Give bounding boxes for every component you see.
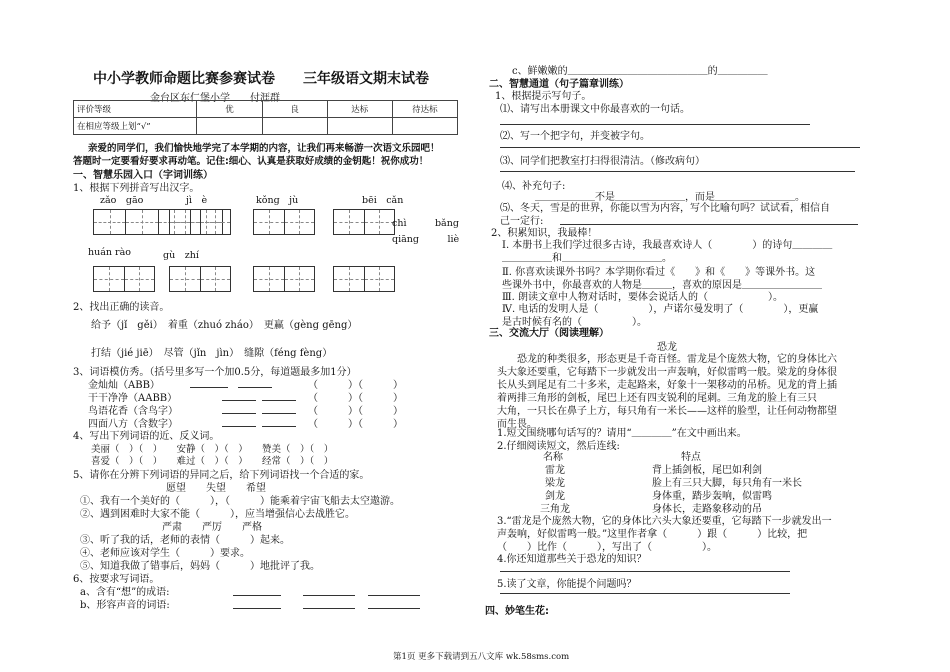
pinyin: kǒng jù bbox=[256, 195, 299, 206]
answer-parens[interactable]: （ ）（ ） bbox=[308, 380, 403, 391]
grade-cell: 待达标 bbox=[392, 101, 457, 118]
word-choices: 严肃 严厉 严格 bbox=[162, 522, 262, 533]
sub-question: ⑷、补充句子: bbox=[502, 181, 566, 192]
fill-sentence: ④、老师应该对学生（ ）要求。 bbox=[80, 548, 250, 559]
fill-sentence: ③、听了我的话，老师的表情（ ）起来。 bbox=[80, 535, 290, 546]
fill-sentence: ⑤、知道我做了错事后，妈妈（ ）地批评了我。 bbox=[80, 561, 320, 572]
match-trait[interactable]: 身体长，走路象移动的吊 bbox=[652, 504, 762, 515]
question: 1、根据下列拼音写出汉字。 bbox=[73, 183, 200, 194]
grade-cell: 良 bbox=[262, 101, 327, 118]
match-header: 特点 bbox=[681, 452, 701, 463]
grade-cell: 优 bbox=[197, 101, 262, 118]
answer-parens[interactable]: （ ）（ ） bbox=[308, 419, 403, 430]
fill-sentence: c、鲜嫩嫩的＿＿＿＿＿＿＿＿＿＿＿＿＿＿的＿＿＿＿＿ bbox=[512, 66, 768, 77]
reading-question: 3.“雷龙是个庞然大物，它的身体比六头大象还要重，它每踏下一步就发出一 bbox=[497, 516, 832, 527]
knowledge-item: Ⅲ. 朗读文章中人物对话时，要体会说话人的（ ）。 bbox=[502, 292, 784, 303]
sub-question: 己一定行: bbox=[500, 216, 544, 227]
knowledge-item: Ⅳ. 电话的发明人是（ ），卢诺尔曼发明了（ ），更赢 bbox=[502, 304, 819, 315]
word-choices: 愿望 失望 希望 bbox=[166, 483, 266, 494]
reading-question: （ ）比作（ ），写出了（ ）。 bbox=[497, 542, 717, 553]
pronunciation-line: 给予（jǐ gěi） 着重（zhuó zháo） 更赢（gèng gēng） bbox=[91, 320, 358, 331]
pinyin: gù zhí bbox=[163, 250, 199, 261]
reading-paragraph: 而生畏。 bbox=[497, 419, 537, 430]
question: 2、找出正确的读音。 bbox=[73, 302, 170, 313]
reading-question: 2.仔细阅读短文，然后连线: bbox=[497, 441, 620, 452]
answer-parens[interactable]: （ ）（ ） bbox=[308, 406, 403, 417]
writing-grid[interactable] bbox=[333, 266, 395, 292]
reading-question: 5.读了文章，你能提个问题吗？ bbox=[497, 579, 637, 590]
intro-line: 答题时一定要看好要求再动笔。记住:细心、认真是获取好成绩的金钥匙！祝你成功！ bbox=[73, 156, 429, 167]
pinyin: qiāng liè bbox=[392, 234, 460, 245]
exercise-item: 鸟语花香（含鸟字） bbox=[88, 406, 178, 417]
reading-question: 4.你还知道那些关于恐龙的知识？ bbox=[497, 554, 647, 565]
match-header: 名称 bbox=[543, 452, 563, 463]
antonym-line: 喜爱（ ）（ ） 难过（ ）（ ） 经常（ ）（ ） bbox=[91, 456, 334, 467]
reading-paragraph: 长从头到尾足有二十多米，走起路来，好象十一架移动的吊桥。见龙的背上插 bbox=[497, 380, 837, 391]
grade-cell: 在相应等级上划“√” bbox=[74, 118, 197, 135]
writing-grid[interactable] bbox=[93, 266, 155, 292]
fill-sentence: ①、我有一个美好的（ ），（ ）能乘着宇宙飞船去太空遨游。 bbox=[80, 496, 400, 507]
match-trait[interactable]: 身体重，踏步轰响，似雷鸣 bbox=[652, 491, 772, 502]
pinyin: huán rào bbox=[88, 247, 131, 258]
grade-cell[interactable] bbox=[392, 118, 457, 135]
knowledge-item: Ⅱ. 你喜欢读课外书吗？本学期你看过《 》和《 》等课外书。这 bbox=[502, 267, 816, 278]
knowledge-item: ＿＿＿＿＿和＿＿＿＿＿＿＿＿＿＿。 bbox=[502, 253, 672, 264]
knowledge-item: 些课外书中，你最喜欢的人物是＿＿＿，喜欢的原因是＿＿＿＿＿＿＿＿ bbox=[502, 280, 822, 291]
match-name[interactable]: 剑龙 bbox=[545, 491, 565, 502]
pinyin: chì bǎng bbox=[392, 218, 459, 229]
writing-grid[interactable] bbox=[253, 266, 315, 292]
match-trait[interactable]: 背上插剑板，尾巴如利剑 bbox=[652, 465, 762, 476]
antonym-line: 美丽（ ）（ ） 安静（ ）（ ） 赞美（ ）（ ） bbox=[91, 444, 334, 455]
writing-grid[interactable] bbox=[253, 209, 315, 235]
grade-cell[interactable] bbox=[197, 118, 262, 135]
question: 4、写出下列词语的近、反义词。 bbox=[73, 431, 220, 442]
question: 6、按要求写词语。 bbox=[73, 574, 160, 585]
fill-sentence: a、含有“想”的成语: bbox=[80, 587, 170, 598]
writing-grid[interactable] bbox=[169, 266, 231, 292]
knowledge-item: 是古时候有名的（ ）。 bbox=[502, 317, 647, 328]
question: 5、请你在分辨下列词语的异同之后，给下列词语找一个合适的家。 bbox=[73, 470, 370, 481]
reading-paragraph: 恐龙的种类很多，形态更是千奇百怪。雷龙是个庞然大物，它的身体比六 bbox=[517, 354, 837, 365]
question: 1、根据提示写句子。 bbox=[495, 91, 592, 102]
exercise-item: 金灿灿（ABB） bbox=[88, 380, 160, 391]
pronunciation-line: 打结（jié jiē） 尽管（jǐn jìn） 缝隙（féng fèng） bbox=[91, 348, 333, 359]
grade-cell: 评价等级 bbox=[74, 101, 197, 118]
exercise-item: 干干净净（AABB） bbox=[88, 393, 178, 404]
sub-question: ⑵、写一个把字句，并变被字句。 bbox=[500, 131, 650, 142]
intro-line: 亲爱的同学们，我们愉快地学完了本学期的内容，让我们再来畅游一次语文乐园吧！ bbox=[88, 143, 440, 154]
match-name[interactable]: 三角龙 bbox=[540, 504, 570, 515]
sub-question: ⑶、同学们把教室打扫得很清洁。（修改病句） bbox=[500, 156, 705, 167]
section-heading: 四、妙笔生花: bbox=[485, 606, 549, 617]
grade-table bbox=[73, 100, 458, 135]
answer-parens[interactable]: （ ）（ ） bbox=[308, 393, 403, 404]
section-heading: 二、智慧通道（句子篇章训练） bbox=[489, 79, 629, 90]
reading-paragraph: 着两排三角形的剑板，尾巴上还有四支锐利的尾刺。三角龙的脸上有三只 bbox=[497, 393, 817, 404]
grade-cell[interactable] bbox=[327, 118, 392, 135]
exercise-item: 四面八方（含数字） bbox=[88, 419, 178, 430]
reading-title: 恐龙 bbox=[657, 342, 677, 353]
fill-sentence: b、形容声音的词语: bbox=[80, 600, 170, 611]
grade-cell: 达标 bbox=[327, 101, 392, 118]
writing-grid[interactable] bbox=[169, 209, 231, 235]
school-line: 金台区东仁堡小学 付涯群 bbox=[150, 93, 280, 104]
question: 3、词语模仿秀。（括号里多写一个加0.5分，每道题最多加1分） bbox=[73, 367, 357, 378]
page-title: 中小学教师命题比赛参赛试卷 三年级语文期末试卷 bbox=[93, 71, 429, 87]
reading-question: 声轰响，好似雷鸣一般。”这里作者拿（ ）跟（ ）比较，把 bbox=[497, 529, 808, 540]
reading-question: 1.短文围绕哪句话写的？请用“＿＿＿＿”在文中画出来。 bbox=[497, 428, 747, 439]
reading-paragraph: 头大象还要重，它每踏下一步就发出一声轰响，好似雷鸣一般。梁龙的身体很 bbox=[497, 367, 837, 378]
section-heading: 一、智慧乐园入口（字词训练） bbox=[73, 170, 213, 181]
question: 2、积累知识，我最棒！ bbox=[491, 228, 598, 239]
pinyin: zǎo gāo bbox=[100, 195, 144, 206]
match-name[interactable]: 梁龙 bbox=[545, 478, 565, 489]
sub-question: ⑴、请写出本册课文中你最喜欢的一句话。 bbox=[500, 104, 690, 115]
reading-paragraph: 大角，一只长在鼻子上方，每只角有一米长——这样的脸型，让任何动物都望 bbox=[497, 406, 837, 417]
writing-grid[interactable] bbox=[333, 209, 395, 235]
section-heading: 三、交流大厅（阅读理解） bbox=[489, 328, 609, 339]
match-trait[interactable]: 脸上有三只大脚，每只角有一米长 bbox=[652, 478, 802, 489]
sub-question: ⑸、冬天，雪是的世界，你能以雪为内容，写个比喻句吗？试试看，相信自 bbox=[500, 203, 830, 214]
pinyin: jì è bbox=[186, 195, 208, 206]
pinyin: bēi cǎn bbox=[362, 195, 404, 206]
match-name[interactable]: 雷龙 bbox=[545, 465, 565, 476]
grade-cell[interactable] bbox=[262, 118, 327, 135]
fill-sentence: ②、遇到困难时大家不能（ ），应当增强信心去战胜它。 bbox=[80, 509, 355, 520]
fill-sentence: ＿＿＿＿＿＿不是＿＿＿＿＿＿＿，而是＿＿＿＿＿＿＿＿。 bbox=[535, 192, 805, 203]
knowledge-item: Ⅰ. 本册书上我们学过很多古诗，我最喜欢诗人（ ）的诗句＿＿＿＿ bbox=[502, 240, 833, 251]
footer: 第1页 更多下载请到五八文库 wk.58sms.com bbox=[393, 652, 570, 662]
